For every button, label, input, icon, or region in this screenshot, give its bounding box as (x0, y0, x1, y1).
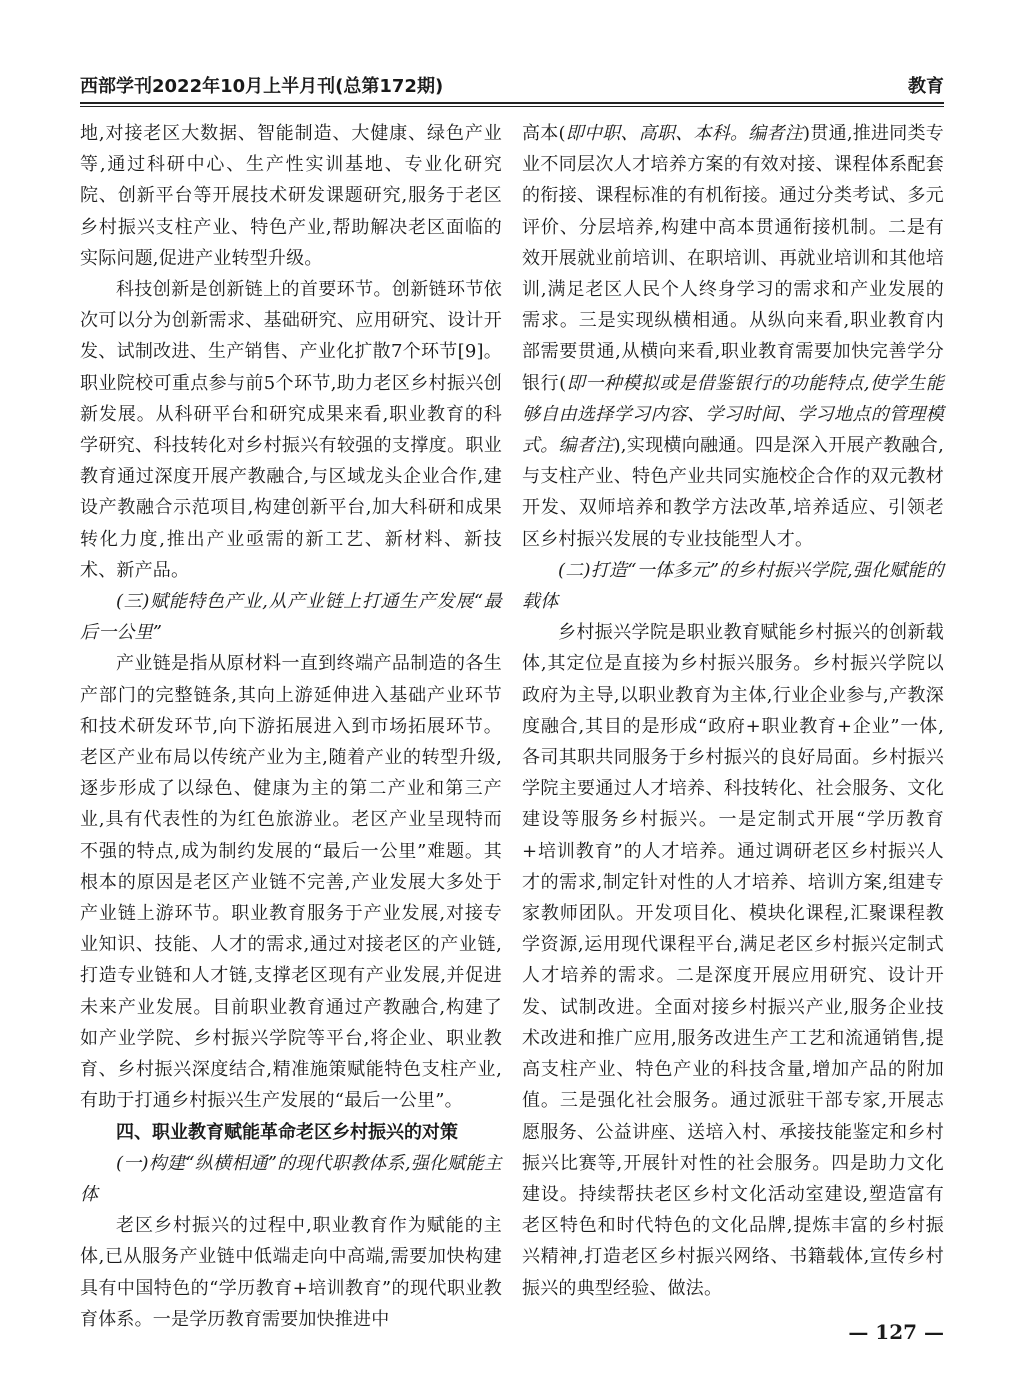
subsection-heading: (三)赋能特色产业,从产业链上打通生产发展“最后一公里” (80, 591, 502, 644)
right-column (522, 118, 944, 1298)
running-header (80, 70, 944, 100)
section-label: 教育 (908, 76, 944, 97)
paragraph: 产业链是指从原材料一直到终端产品制造的各生产部门的完整链条,其向上游延伸进入基础产业环节和技术研发环节,向下游拓展进入到市场拓展环节。老区产业布局以传统产业为主,随着产业的转型升级,逐步形成了以绿色、健康为主的第二产业和第三产业,具有代表性的为红色旅游业。老区产业呈现特而不强的特点,成为制约发展的“最后一公里”难题。其根本的原因是老区产业链不完善,产业发展大多处于产业链上游环节。职业教育服务于产业发展,对接专业知识、技能、人才的需求,通过对接老区的产业链,打造专业链和人才链,支撑老区现有产业发展,并促进未来产业发展。目前职业教育通过产教融合,构建了如产业学院、乡村振兴学院等平台,将企业、职业教育、乡村振兴深度结合,精准施策赋能特色支柱产业,有助于打通乡村振兴生产发展的“最后一公里”。 (80, 653, 502, 1112)
header-rule-thin (80, 106, 944, 107)
section-heading: 四、职业教育赋能革命老区乡村振兴的对策 (116, 1121, 458, 1143)
text-run: 高本( (522, 123, 566, 144)
journal-title: 西部学刊2022年10月上半月刊(总第172期) (80, 76, 444, 97)
page-number: — 127 — (848, 1320, 944, 1344)
text-run: )贯通,推进同类专业不同层次人才培养方案的有效对接、课程体系配套的衔接、课程标准的有机衔接。通过分类考试、多元评价、分层培养,构建中高本贯通衔接机制。二是有效开展就业前培训、在职培训、再就业培训和其他培训,满足老区人民个人终身学习的需求和产业发展的需求。三是实现纵横相通。从纵向来看,职业教育内部需要贯通,从横向来看,职业教育需要加快完善学分银行( (522, 123, 944, 394)
paragraph: 乡村振兴学院是职业教育赋能乡村振兴的创新载体,其定位是直接为乡村振兴服务。乡村振兴学院以政府为主导,以职业教育为主体,行业企业参与,产教深度融合,其目的是形成“政府+职业教育+企业”一体,各司其职共同服务于乡村振兴的良好局面。乡村振兴学院主要通过人才培养、科技转化、社会服务、文化建设等服务乡村振兴。一是定制式开展“学历教育+培训教育”的人才培养。通过调研老区乡村振兴人才的需求,制定针对性的人才培养、培训方案,组建专家教师团队。开发项目化、模块化课程,汇聚课程教学资源,运用现代课程平台,满足老区乡村振兴定制式人才培养的需求。二是深度开展应用研究、设计开发、试制改进。全面对接乡村振兴产业,服务企业技术改进和推广应用,服务改进生产工艺和流通销售,提高支柱产业、特色产业的科技含量,增加产品的附加值。三是强化社会服务。通过派驻干部专家,开展志愿服务、公益讲座、送培入村、承接技能鉴定和乡村振兴比赛等,开展针对性的社会服务。四是助力文化建设。持续帮扶老区乡村文化活动室建设,塑造富有老区特色和时代特色的文化品牌,提炼丰富的乡村振兴精神,打造老区乡村振兴网络、书籍载体,宣传乡村振兴的典型经验、做法。 (522, 622, 944, 1299)
header-rule (80, 102, 944, 104)
paragraph: 科技创新是创新链上的首要环节。创新链环节依次可以分为创新需求、基础研究、应用研究、设计开发、试制改进、生产销售、产业化扩散7个环节[9]。职业院校可重点参与前5个环节,助力老区乡村振兴创新发展。从科研平台和研究成果来看,职业教育的科学研究、科技转化对乡村振兴有较强的支撑度。职业教育通过深度开展产教融合,与区域龙头企业合作,建设产教融合示范项目,构建创新平台,加大科研和成果转化力度,推出产业亟需的新工艺、新材料、新技术、新产品。 (80, 279, 502, 581)
editor-note: 即一种模拟或是借鉴银行的功能特点,使学生能够自由选择学习内容、学习时间、学习地点的管理模式。编者注 (522, 372, 944, 457)
left-column (80, 118, 502, 1330)
editor-note: 即中职、高职、本科。编者注 (565, 123, 804, 144)
subsection-heading: (一)构建“纵横相通”的现代职教体系,强化赋能主体 (80, 1152, 502, 1205)
text-run: ),实现横向融通。四是深入开展产教融合,与支柱产业、特色产业共同实施校企合作的双元教材开发、双师培养和教学方法改革,培养适应、引领老区乡村振兴发展的专业技能型人才。 (522, 435, 945, 550)
paragraph: 地,对接老区大数据、智能制造、大健康、绿色产业等,通过科研中心、生产性实训基地、专业化研究院、创新平台等开展技术研发课题研究,服务于老区乡村振兴支柱产业、特色产业,帮助解决老区面临的实际问题,促进产业转型升级。 (80, 123, 502, 269)
paragraph: 老区乡村振兴的过程中,职业教育作为赋能的主体,已从服务产业链中低端走向中高端,需要加快构建具有中国特色的“学历教育+培训教育”的现代职业教育体系。一是学历教育需要加快推进中 (80, 1215, 502, 1330)
subsection-heading: (二)打造“一体多元”的乡村振兴学院,强化赋能的载体 (522, 559, 944, 613)
paragraph (522, 118, 944, 555)
